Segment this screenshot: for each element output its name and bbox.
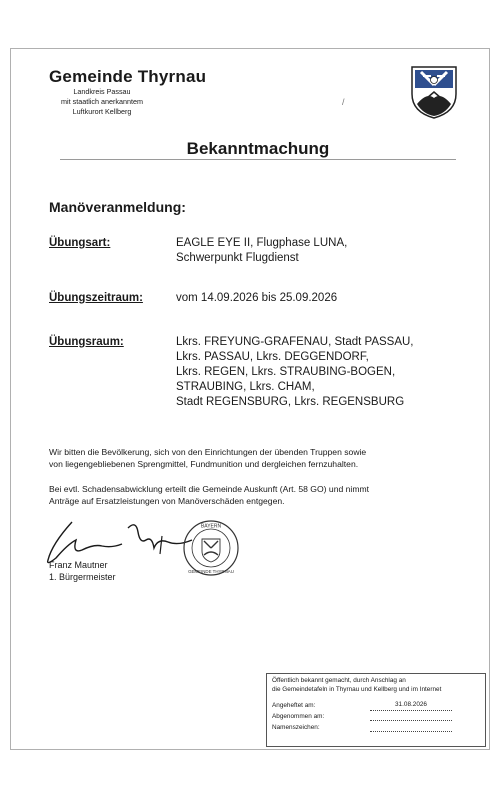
official-seal-icon bbox=[182, 519, 240, 577]
signatory-role: 1. Bürgermeister bbox=[49, 572, 116, 582]
field-label-exercise-type: Übungsart: bbox=[49, 237, 111, 249]
field-label-exercise-period: Übungszeitraum: bbox=[49, 292, 143, 304]
signatory-block bbox=[49, 559, 116, 583]
municipality-name: Gemeinde Thyrnau bbox=[49, 67, 207, 86]
coat-of-arms-icon bbox=[409, 64, 459, 120]
resort-line: Luftkurort Kellberg bbox=[72, 107, 132, 116]
stamp-intro-1: Öffentlich bekannt gemacht, durch Anschlag an bbox=[272, 677, 406, 684]
section-heading: Manöveranmeldung: bbox=[49, 199, 186, 215]
signatory-name: Franz Mautner bbox=[49, 560, 108, 570]
stamp-initials-line bbox=[370, 731, 452, 732]
stamp-posted-date: 31.08.2026 bbox=[395, 701, 427, 708]
notice-paragraph-1: Wir bitten die Bevölkerung, sich von den Einrichtungen der übenden Truppen sowie von liegengebliebenen Sprengmittel, Fundmunition und dergleichen fernzuhalten. bbox=[49, 447, 367, 469]
document-title: Bekanntmachung bbox=[186, 139, 330, 158]
field-value-exercise-type: EAGLE EYE II, Flugphase LUNA, Schwerpunkt Flugdienst bbox=[176, 237, 348, 264]
stamp-intro-2: die Gemeindetafeln in Thyrnau und Kellberg und im Internet bbox=[272, 686, 442, 693]
seal-bottom-text: GEMEINDE THYRNAU bbox=[188, 569, 234, 574]
district-line: Landkreis Passau bbox=[73, 87, 131, 96]
stamp-removed-label: Abgenommen am: bbox=[272, 713, 325, 720]
stray-mark: / bbox=[342, 97, 345, 107]
seal-top-text: BAYERN bbox=[200, 523, 222, 530]
field-label-exercise-area: Übungsraum: bbox=[49, 336, 124, 348]
field-value-exercise-period: vom 14.09.2026 bis 25.09.2026 bbox=[176, 292, 338, 304]
stamp-posted-label: Angeheftet am: bbox=[272, 702, 316, 709]
stamp-posted-line bbox=[370, 710, 452, 711]
notice-paragraph-2: Bei evtl. Schadensabwicklung erteilt die Gemeinde Auskunft (Art. 58 GO) und nimmt Anträge auf Ersatzleistungen von Manöverschäden entgegen. bbox=[49, 484, 370, 506]
field-value-exercise-area: Lkrs. FREYUNG-GRAFENAU, Stadt PASSAU, Lkrs. PASSAU, Lkrs. DEGGENDORF, Lkrs. REGEN, Lkrs. STRAUBING-BOGEN, STRAUBING, Lkrs. CHAM, Stadt REGENSBURG, Lkrs. REGENSBURG bbox=[176, 336, 414, 408]
title-divider bbox=[60, 159, 456, 160]
recognition-line: mit staatlich anerkanntem bbox=[61, 97, 143, 106]
stamp-initials-label: Namenszeichen: bbox=[272, 724, 320, 731]
stamp-removed-line bbox=[370, 720, 452, 721]
